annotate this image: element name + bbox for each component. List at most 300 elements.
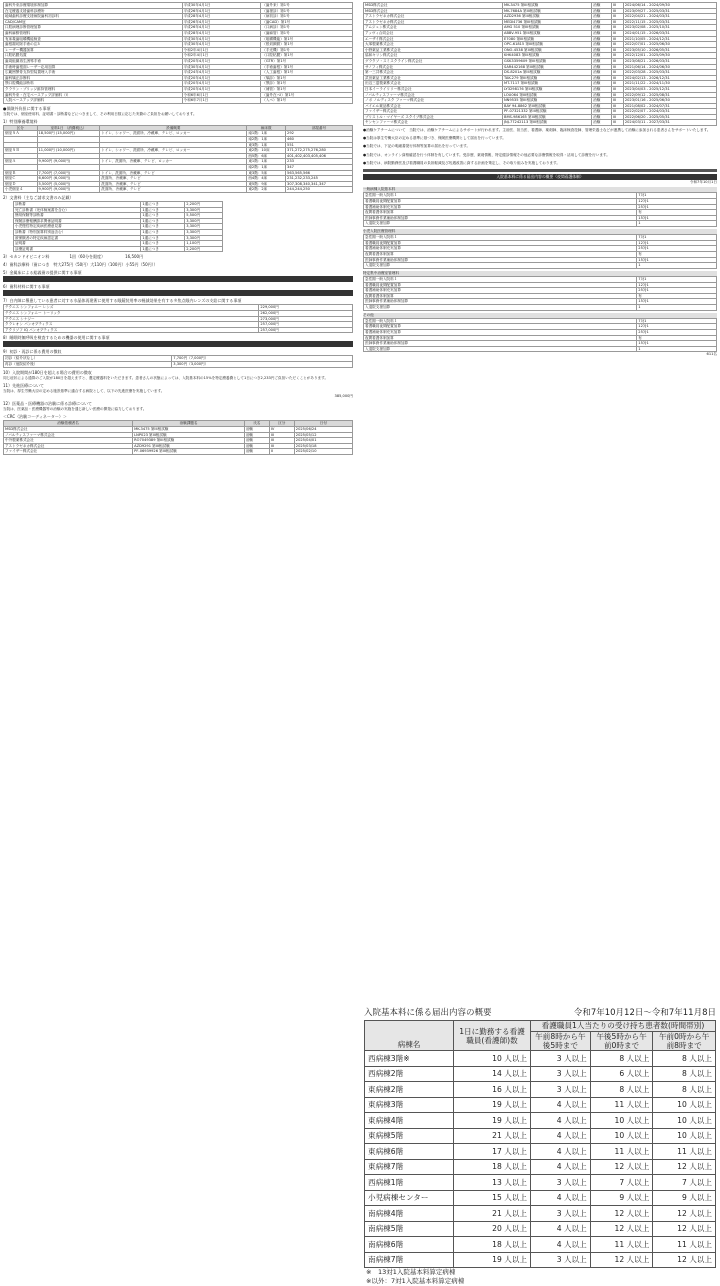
room-col-equipment: 設備概要 [100,125,247,131]
table-cell: 2,200円 [185,202,223,208]
table-cell: 257,000円 [259,327,353,333]
table-cell: 東病棟2階 [365,1082,454,1098]
summary-col-required: 1日に勤務する看護職員(看護師)数 [454,1021,531,1051]
table-cell: 令和2年4月1日 [182,47,261,53]
summary-footnote-2: ※以外：7対1入院基本料算定病棟 [366,1277,465,1285]
table-cell: 6,600円 (6,000円) [37,176,100,182]
table-cell: 東病棟7階 [365,1159,454,1175]
table-row [364,263,717,269]
table-cell: MSD株式会社 [4,426,133,432]
table-cell: 口腔粘膜処置 [4,53,183,59]
table-cell: 初診（紹介状なし） [4,356,172,362]
table-cell: 21 人以上 [454,1128,531,1144]
table-cell: 田辺三菱製薬株式会社 [364,81,503,87]
table-cell: 個室Ｃ [4,176,38,182]
second-opinion-label: 3）セカンドオピニオン料 [3,254,50,260]
table-cell: 治験 [592,53,612,59]
table-cell: （顎診）第1号 [261,81,353,87]
crown-heading: 4）歯科診療料（歯につき 特大275円（50円）大110円（100円）小55円（50円）） [3,262,158,268]
table-cell: 3,300円 [185,218,223,224]
table-cell: 12対1 [637,199,717,205]
table-cell: 治験 [244,443,269,449]
staffing-table [363,234,717,269]
table-cell: 18 人以上 [454,1237,531,1253]
table-cell: III [611,70,623,76]
table-cell: 11 人以上 [653,1144,716,1160]
staffing-group-label: 一般病棟入院基本料 [363,187,717,192]
table-cell: 口腔病理診断管理加算 [4,25,183,31]
table-cell: MK-3475 第III相試験 [502,3,591,9]
table-cell: 2021/08/02 - 2024/07/31 [623,103,716,109]
table-cell: 3 人以上 [531,1066,591,1082]
table-cell: 5,500円 (5,000円) [37,181,100,187]
table-cell: 小児病棟センター [365,1190,454,1206]
table-cell: （GTR）第1号 [261,58,353,64]
staffing-group-label: 特定集中治療室管理料 [363,271,717,276]
table-cell: 看護補助体制充実加算 [364,246,637,252]
table-cell: 夜間看護体制加算 [364,293,637,299]
table-cell: アムジェン株式会社 [364,25,503,31]
table-cell: 有 [637,293,717,299]
room-heading: 1）特別療養環境料 [3,118,38,124]
table-cell: アクリソフ IQ パンオプティクス [4,327,259,333]
table-cell: 治験 [592,25,612,31]
table-cell: 治験 [592,81,612,87]
table-cell: 1,100円 [185,241,223,247]
table-cell: 治験 [592,14,612,20]
table-cell: 4 人以上 [531,1128,591,1144]
table-cell: 12 人以上 [590,1252,653,1268]
summary-title: 入院基本料に係る届出内容の概要 [364,1008,492,1018]
table-cell: 347 [286,165,353,171]
table-cell: 平成20年4月1日 [182,86,261,92]
table-cell: 個室ＳＢ [4,148,38,154]
room-col-price: 室料1日 （消費税込） [37,125,100,131]
table-cell: 東5階：9床 [247,181,286,187]
table-cell: III [611,86,623,92]
table-cell: 治験 [592,19,612,25]
table-cell: 12 人以上 [590,1159,653,1175]
table-cell: 治験 [592,120,612,126]
table-cell: 夜間看護体制加算 [364,335,637,341]
crc-col-name: 氏名 [244,421,269,427]
table-cell: （矯診）第1号 [261,75,353,81]
table-cell: レーザー機器加算 [4,47,183,53]
table-cell: 292 [286,131,353,137]
table-cell: 8 人以上 [590,1082,653,1098]
table-cell: 2021/10/05 - 2024/12/31 [623,36,716,42]
crc-col-phase: 区分 [269,421,294,427]
table-cell: 平成30年4月1日 [182,3,261,9]
table-cell: 12 人以上 [653,1252,716,1268]
table-cell: 563,565,566 [286,170,353,176]
table-cell: III [611,42,623,48]
table-cell: 401,402,403,405,406 [286,153,353,159]
table-cell: 個室Ｄ [4,181,38,187]
table-cell: 治験 [592,98,612,104]
crc-col-date: 日付 [294,421,352,427]
table-cell: 2023/02/08 - 2025/10/31 [623,25,716,31]
table-cell: 診断書（特別加算料別途含む） [14,229,141,235]
table-cell: ファイザー株式会社 [364,109,503,115]
table-cell: 第一三共株式会社 [364,70,503,76]
table-row [365,1066,716,1082]
table-cell: 治験 [592,36,612,42]
table-cell: 11 人以上 [590,1097,653,1113]
table-cell: 治験 [592,75,612,81]
staffing-section [363,187,717,352]
crc-col-sponsor: 治験依頼者名 [4,421,133,427]
table-cell: 平成30年4月1日 [182,36,261,42]
table-cell: サノフィ株式会社 [364,64,503,70]
table-cell: 1通につき [141,229,185,235]
table-cell: 460 [286,137,353,143]
table-cell: 歯科矯正診断料 [4,75,183,81]
second-opinion-price: 16,500円 [125,254,144,260]
table-cell: 小児慢性特定疾病医療意見書 [14,224,141,230]
table-row [365,1097,716,1113]
table-cell: 治験 [592,64,612,70]
table-row [365,1082,716,1098]
table-cell: （補管）第1号 [261,86,353,92]
crc-col-title: 治験課題名 [133,421,245,427]
table-cell: トイレ、シャワー、洗面所、冷蔵庫、テレビ、ロッカー [100,131,247,137]
table-cell: 平成26年4月1日 [182,25,261,31]
clinical-note: 当院は、医薬品・医療機器等の治験の実施を通じ新しい医療の開発に協力しております。 [3,407,147,412]
table-cell: 診療証明書 [14,246,141,252]
table-cell: 2023/04/03 - 2025/12/31 [623,86,716,92]
table-cell: 治験 [592,92,612,98]
admission-fee-summary [360,1004,720,1286]
table-cell: RO7049389 第III相試験 [133,438,245,444]
table-cell: 3 人以上 [531,1175,591,1191]
table-cell: BMS-986165 第III相試験 [502,114,591,120]
table-cell: PF-06939926 第III相試験 [133,449,245,455]
table-cell: III [611,75,623,81]
table-cell: アストラゼネカ株式会社 [364,19,503,25]
table-cell: 9 人以上 [653,1190,716,1206]
table-cell: 307,308,340,341,347 [286,181,353,187]
table-cell: （歯麻管）第1号 [261,30,353,36]
table-cell: III [611,8,623,14]
table-cell: 大塚製薬株式会社 [364,42,503,48]
table-cell: 手術時歯根面レーザー応用加算 [4,64,183,70]
table-cell: 2025/02/10 [294,449,352,455]
table-cell: III [611,81,623,87]
table-row [364,346,717,352]
table-row [4,327,353,333]
table-row [364,58,717,64]
table-row [364,304,717,310]
table-cell: 医師事務作業補助体制加算 [364,215,637,221]
table-cell: 歯根端切除手術の注3 [4,42,183,48]
sleep-heading: 8）睡眠時無呼吸を検査するための機器の使用に関する事項 [3,335,110,341]
table-cell: ABBV-951 第III相試験 [502,30,591,36]
table-row [365,1190,716,1206]
table-cell: 中外製薬株式会社 [4,438,133,444]
table-cell: 治験 [244,426,269,432]
table-cell: 入退院支援加算 [364,263,637,269]
table-cell: 1通につき [141,246,185,252]
table-cell: 3,300円 [185,229,223,235]
table-cell: ブリストル・マイヤーズ スクイブ株式会社 [364,114,503,120]
table-cell: 2023/01/16 - 2025/06/30 [623,98,716,104]
table-cell: III [611,30,623,36]
table-cell: ノバルティスファーマ株式会社 [364,92,503,98]
table-cell: 歯科麻酔管理料 [4,30,183,36]
table-row [365,1221,716,1237]
fee-heading: ●保険外負担に関する事項 [3,105,51,111]
staffing-table [363,276,717,311]
table-cell: 2021/11/22 - 2024/11/30 [623,81,716,87]
table-cell: 19 人以上 [454,1252,531,1268]
table-row [365,1206,716,1222]
table-cell: 18,500円 (15,000円) [37,131,100,137]
table-cell: 12 人以上 [590,1221,653,1237]
clinical-heading: 12）医薬品・医療機器の治験に係る診療について [3,401,93,407]
staffing-table [363,318,717,353]
table-cell: 平成28年4月1日 [182,14,261,20]
table-cell: 被保険者の特定疾病認定書 [14,235,141,241]
table-cell: 治験 [244,438,269,444]
table-cell: 257,000円 [259,322,353,328]
table-cell: 日本イーライリリー株式会社 [364,86,503,92]
table-cell: 武田薬品工業株式会社 [364,75,503,81]
table-cell: 14 人以上 [454,1066,531,1082]
table-cell: 小児個室４ [4,187,38,193]
table-cell: 南病棟5階 [365,1221,454,1237]
table-cell: ヤンセンファーマ株式会社 [364,120,503,126]
table-cell: 南病棟7階 [365,1252,454,1268]
table-cell: 東病棟3階 [365,1097,454,1113]
table-cell: 医師事務作業補助体制加算 [364,341,637,347]
table-cell: III [611,53,623,59]
table-cell: IV [269,426,294,432]
table-cell: 東病棟4階 [365,1113,454,1129]
table-cell: 歯科外来診療環境体制加算 [4,3,183,9]
table-cell: 平成24年4月1日 [182,70,261,76]
table-cell: 治験 [592,58,612,64]
table-cell: テクニス シンフォニー トーリック [4,310,259,316]
table-cell: MEDI4736 第III相試験 [502,19,591,25]
table-cell: 3,300円 [185,224,223,230]
table-cell: 看護補助体制充実加算 [364,204,637,210]
table-cell: 平成26年4月1日 [182,19,261,25]
summary-footnote-1: ※ 13対1入院基本料算定病棟 [366,1268,456,1276]
table-cell: 273,000円 [259,316,353,322]
table-cell: 入退院支援加算 [364,304,637,310]
table-cell: 21 人以上 [454,1206,531,1222]
table-cell: 治験 [592,114,612,120]
table-cell: 西病棟1階 [365,1175,454,1191]
table-cell: 急性期一般入院料１ [364,277,637,283]
table-cell: III [611,120,623,126]
table-cell: III [611,58,623,64]
table-cell: III [611,3,623,9]
table-cell: 15対1 [637,215,717,221]
table-cell: テクニス シンフォニー レンズ [4,305,259,311]
table-cell: 233 [286,159,353,165]
table-cell: AZD9291 第III相試験 [133,443,245,449]
table-cell: ノバルティスファーマ株式会社 [4,432,133,438]
table-cell: ONO-4538 第III相試験 [502,47,591,53]
table-cell: 2025/05/12 [294,432,352,438]
room-fee-table [3,125,353,193]
note-paragraph: ●当院では、オンライン資格確認を行う体制を有しています。受診歴、薬剤情報、特定健診情報その他必要な診療情報を取得・活用して診療を行います。 [363,152,610,157]
table-cell: バイエル薬品株式会社 [364,103,503,109]
left-column [0,0,356,1280]
table-cell: 2022/09/12 - 2025/08/31 [623,92,716,98]
table-cell: 2023/09/27 - 2025/03/31 [623,8,716,14]
table-cell: 平成20年4月1日 [182,81,261,87]
table-cell: 1通につき [141,202,185,208]
table-cell: 2022/06/20 - 2025/05/31 [623,114,716,120]
table-row [365,1237,716,1253]
table-cell: 平成30年4月1日 [182,64,261,70]
table-cell: 2024/06/14 - 2024/09/30 [623,3,716,9]
table-cell: 個室ＳＡ [4,131,38,137]
table-cell: CAD/CAM冠 [4,19,183,25]
table-cell: 広範囲顎骨支持型装置埋入手術 [4,70,183,76]
lens-table [3,304,353,333]
table-cell: III [611,98,623,104]
table-cell: 5,500円 [185,213,223,219]
table-cell: 7対1 [637,193,717,199]
admission-note: 同じ症状による通算のご入院が180日を超えますと、選定療養料をいただきます。患者さんの状態によっては、入院基本料の15%を特定療養費として1日につき2,233円ご負担いただくことがあります。 [3,375,329,380]
table-row [365,1113,716,1129]
table-cell: 治験 [592,70,612,76]
table-cell: MK-3475 第III相試験 [133,426,245,432]
table-cell: GSK3359609 第III相試験 [502,58,591,64]
doc-heading: 2）文書料（主なご請求文書のみ記載） [3,195,74,201]
summary-col-day: 午前8時から午後5時まで [531,1032,591,1051]
table-row [364,221,717,227]
table-cell: 10 人以上 [653,1097,716,1113]
table-cell: III [611,14,623,20]
table-cell: 平成28年4月1日 [182,30,261,36]
table-cell: 急性期一般入院料１ [364,235,637,241]
note-paragraph: ●当院では、病院勤務医及び看護職員の負担軽減及び処遇改善に資する計画を策定し、その取り組みを実施しております。 [363,160,560,165]
table-cell: 協和キリン株式会社 [364,53,503,59]
table-cell: 4 人以上 [531,1190,591,1206]
table-cell: 7対1 [637,318,717,324]
table-cell: NN9535 第III相試験 [502,98,591,104]
table-cell: エーザイ株式会社 [364,36,503,42]
table-cell: 地域歯科診療支援病院歯科初診料 [4,14,183,20]
table-cell: 急性期一般入院料１ [364,318,637,324]
table-cell: 7対1 [637,235,717,241]
table-cell: 看護職員夜間配置加算 [364,282,637,288]
room-col-beds: 病床数 [247,125,286,131]
table-cell: 2024/03/11 - 2027/03/31 [623,120,716,126]
table-cell: 治験 [592,109,612,115]
table-cell: 17 人以上 [454,1144,531,1160]
table-cell: 再診（他院紹介後） [4,361,172,367]
table-cell: 8 人以上 [653,1082,716,1098]
table-cell: E7080 第III相試験 [502,36,591,42]
table-cell: SAR442168 第III相試験 [502,64,591,70]
table-cell: 治験 [244,449,269,455]
table-cell: 2022/02/07 - 2024/03/31 [623,109,716,115]
table-cell: 8 人以上 [590,1051,653,1067]
note-paragraph: ●当院は厚生労働大臣の定める基準に基づき、保険医療機関として届出を行っています。 [363,136,506,141]
table-cell: 12 人以上 [590,1206,653,1222]
advanced-total: 385,000円 [334,393,353,398]
table-cell: 令和6年6月1日 [182,92,261,98]
table-cell: II [269,449,294,455]
table-cell: 治験 [244,432,269,438]
notes-section [363,128,717,166]
table-cell: グラクソ・スミスクライン株式会社 [364,58,503,64]
table-cell: III [611,25,623,31]
table-cell: 治験 [592,47,612,53]
table-cell: 12対1 [637,324,717,330]
staffing-title: 入院基本料に係る届出内容の概要（夜間看護体制） [363,174,717,180]
table-row [364,114,717,120]
table-cell: 死亡診断書（死体検案書を含む） [14,207,141,213]
table-cell: DS-8201a 第III相試験 [502,70,591,76]
table-cell: 平成20年4月1日 [182,58,261,64]
table-cell: 南1階：1床 [247,131,286,137]
table-cell: 3 人以上 [531,1252,591,1268]
crc-table [3,420,353,455]
table-cell: 25対1 [637,329,717,335]
table-cell: 1 [637,346,717,352]
table-cell: 治験 [592,86,612,92]
table-cell: 1通につき [141,207,185,213]
table-cell: 看護補助体制充実加算 [364,288,637,294]
table-cell: 6 人以上 [590,1066,653,1082]
summary-col-evening: 午後5時から午前0時まで [590,1032,653,1051]
table-cell: 229,000円 [259,305,353,311]
table-cell: 東病棟6階 [365,1144,454,1160]
staffing-table [363,192,717,227]
summary-table [364,1020,716,1268]
table-cell: （人工歯根）第1号 [261,70,353,76]
table-cell: 洗面所、冷蔵庫、テレビ [100,181,247,187]
table-cell: 歯周組織再生誘導手術 [4,58,183,64]
table-cell: 南病棟4階 [365,1206,454,1222]
table-cell: 看護職員夜間配置加算 [364,324,637,330]
table-cell: 3,300円 [185,207,223,213]
second-opinion-unit: 1回（60分を限度） [69,254,106,260]
table-cell: III [269,443,294,449]
table-cell: MT-7117 第III相試験 [502,81,591,87]
table-cell: III [611,109,623,115]
table-cell: 231,232,233,245 [286,176,353,182]
table-cell: ノボ ノルディスク ファーマ株式会社 [364,98,503,104]
table-cell: MSD株式会社 [364,3,503,9]
table-row [4,98,353,104]
table-cell: 令和2年4月1日 [182,53,261,59]
table-cell: トイレ、洗面所、冷蔵庫、テレビ、ロッカー [100,159,247,165]
table-cell: 2024/01/15 - 2026/03/31 [623,30,716,36]
summary-col-ward: 病棟名 [365,1021,454,1051]
note-paragraph: ●治験ケアチームについて 当院では、治験ケアチームによるサポートが行われます。主治医、担当医、看護師、薬剤師、臨床検査技師、管理栄養士などが連携して治験に参加される患者さんをサポートいたします。 [363,128,711,133]
table-cell: III [269,438,294,444]
table-cell: 12 人以上 [653,1159,716,1175]
table-cell: 南2階：1床 [247,137,286,143]
table-cell: 東2階：2床 [247,187,286,193]
table-cell: 11,000円 (10,000円) [37,148,100,154]
table-cell: 15対1 [637,341,717,347]
table-cell: 3 人以上 [531,1206,591,1222]
table-cell: 2025/06/24 [294,426,352,432]
document-fee-table [13,201,223,252]
table-cell: （手術歯根）第1号 [261,64,353,70]
table-cell: 4 人以上 [531,1113,591,1129]
table-cell: III [611,92,623,98]
